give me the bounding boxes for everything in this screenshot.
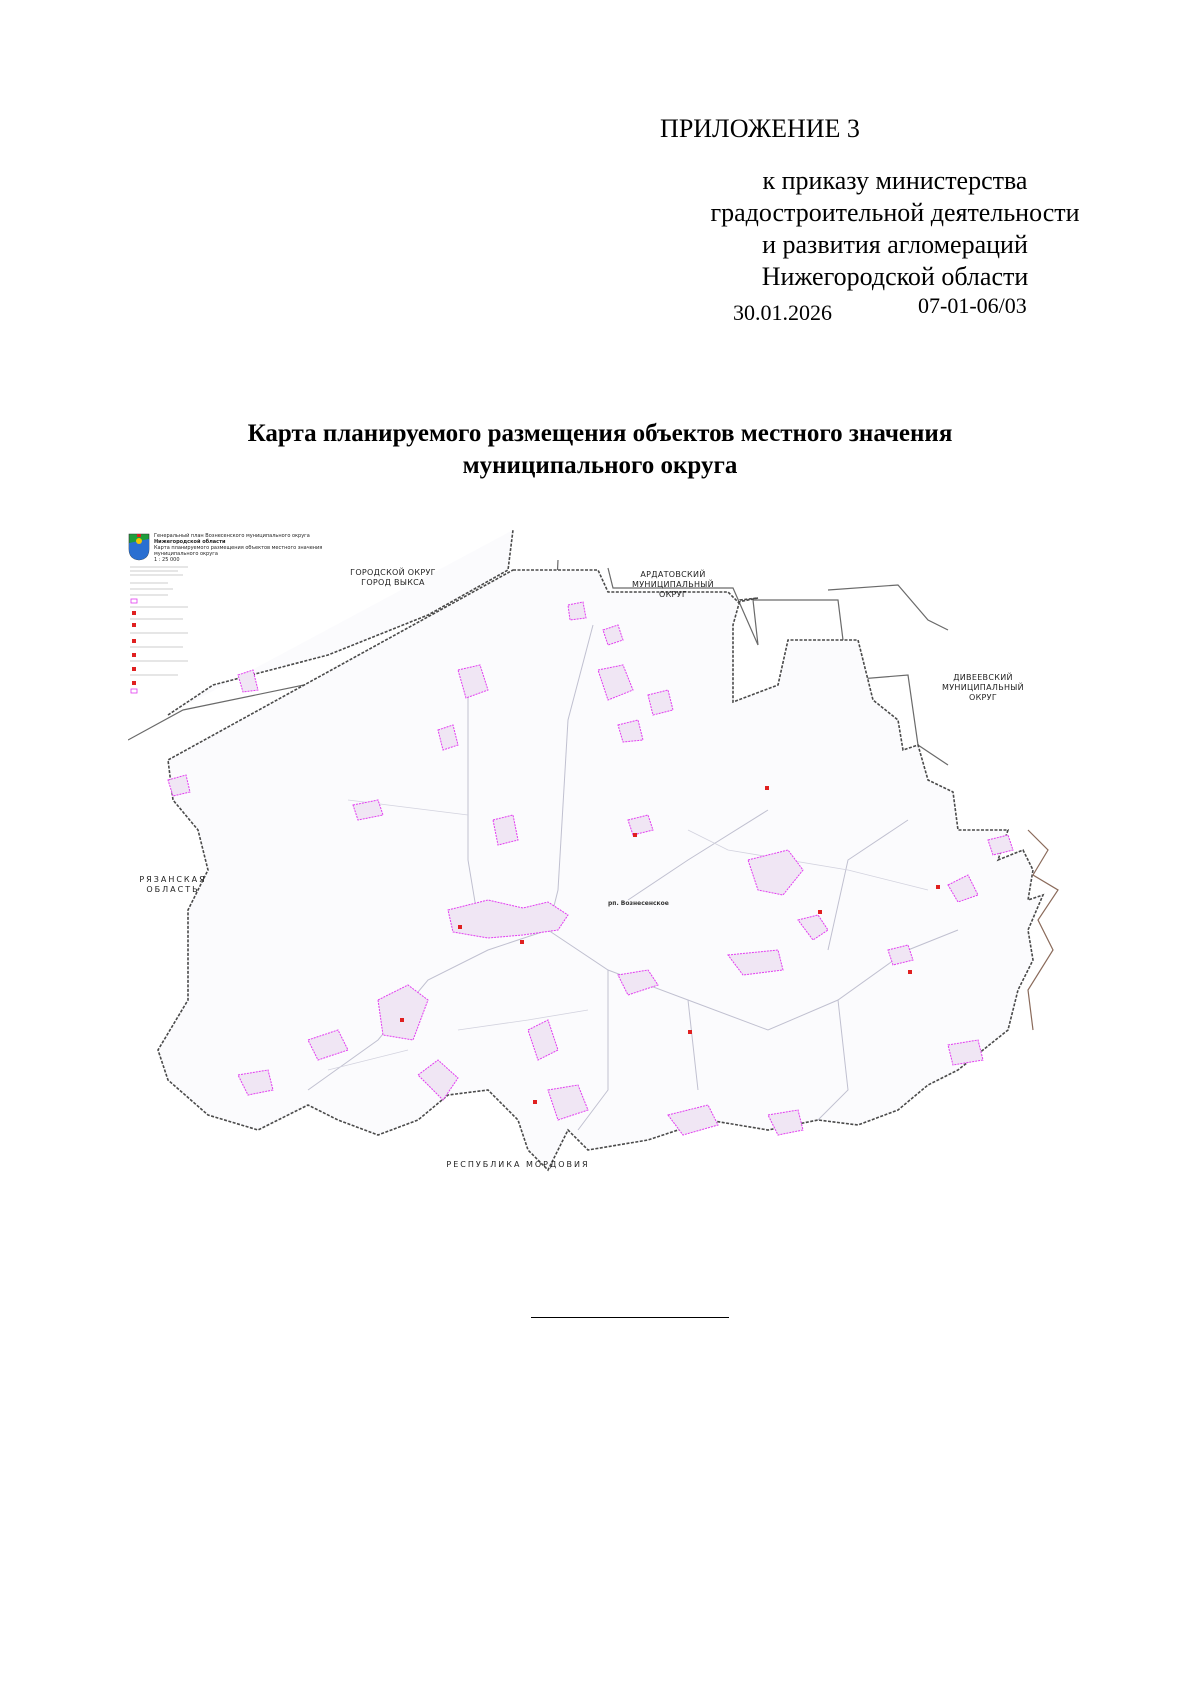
legend-line: 1 : 25 000 — [154, 557, 180, 563]
map-drawing — [128, 530, 1128, 1290]
document-title-line: муниципального округа — [462, 452, 738, 479]
district-boundary — [158, 530, 1043, 1170]
region-label-mordovia: РЕСПУБЛИКА МОРДОВИЯ — [446, 1160, 590, 1169]
appendix-reference — [670, 165, 1120, 293]
planned-object-marker — [458, 925, 462, 929]
planned-object-marker — [908, 970, 912, 974]
document-title — [150, 418, 1050, 482]
planned-object-marker — [533, 1100, 537, 1104]
district-center-label: рп. Вознесенское — [608, 900, 669, 907]
order-number: 07-01-06/03 — [918, 293, 1027, 318]
region-label-ryazan: РЯЗАНСКАЯ ОБЛАСТЬ — [139, 875, 207, 894]
legend-title — [154, 533, 324, 563]
district-map — [128, 530, 1128, 1290]
legend-line: Нижегородской области — [154, 539, 226, 545]
order-date: 30.01.2026 — [733, 300, 832, 325]
document-title-line: Карта планируемого размещения объектов местного значения — [247, 420, 953, 447]
legend-line: Генеральный план Вознесенского муниципального округа — [154, 533, 310, 539]
region-label-diveevo: ДИВЕЕВСКИЙ МУНИЦИПАЛЬНЫЙ ОКРУГ — [942, 673, 1024, 702]
appendix-title: ПРИЛОЖЕНИЕ 3 — [660, 114, 860, 143]
region-label-vyksa: ГОРОДСКОЙ ОКРУГ ГОРОД ВЫКСА — [350, 568, 436, 587]
appendix-line: градостроительной деятельности — [710, 198, 1080, 227]
legend-symbols — [128, 563, 208, 703]
planned-object-marker — [400, 1018, 404, 1022]
signature-line — [531, 1317, 729, 1318]
planned-object-marker — [633, 833, 637, 837]
settlement-area — [568, 602, 586, 620]
planned-object-marker — [520, 940, 524, 944]
planned-object-marker — [936, 885, 940, 889]
planned-object-marker — [688, 1030, 692, 1034]
appendix-line: и развития агломераций — [762, 230, 1028, 259]
coat-of-arms-icon — [128, 533, 150, 561]
legend-line: Карта планируемого размещения объектов местного значения муниципального округа — [154, 545, 323, 557]
planned-object-marker — [818, 910, 822, 914]
planned-object-marker — [765, 786, 769, 790]
region-label-ardatov: АРДАТОВСКИЙ МУНИЦИПАЛЬНЫЙ ОКРУГ — [632, 570, 714, 599]
river — [1028, 830, 1058, 1030]
appendix-line: к приказу министерства — [762, 166, 1028, 195]
appendix-line: Нижегородской области — [761, 262, 1029, 291]
